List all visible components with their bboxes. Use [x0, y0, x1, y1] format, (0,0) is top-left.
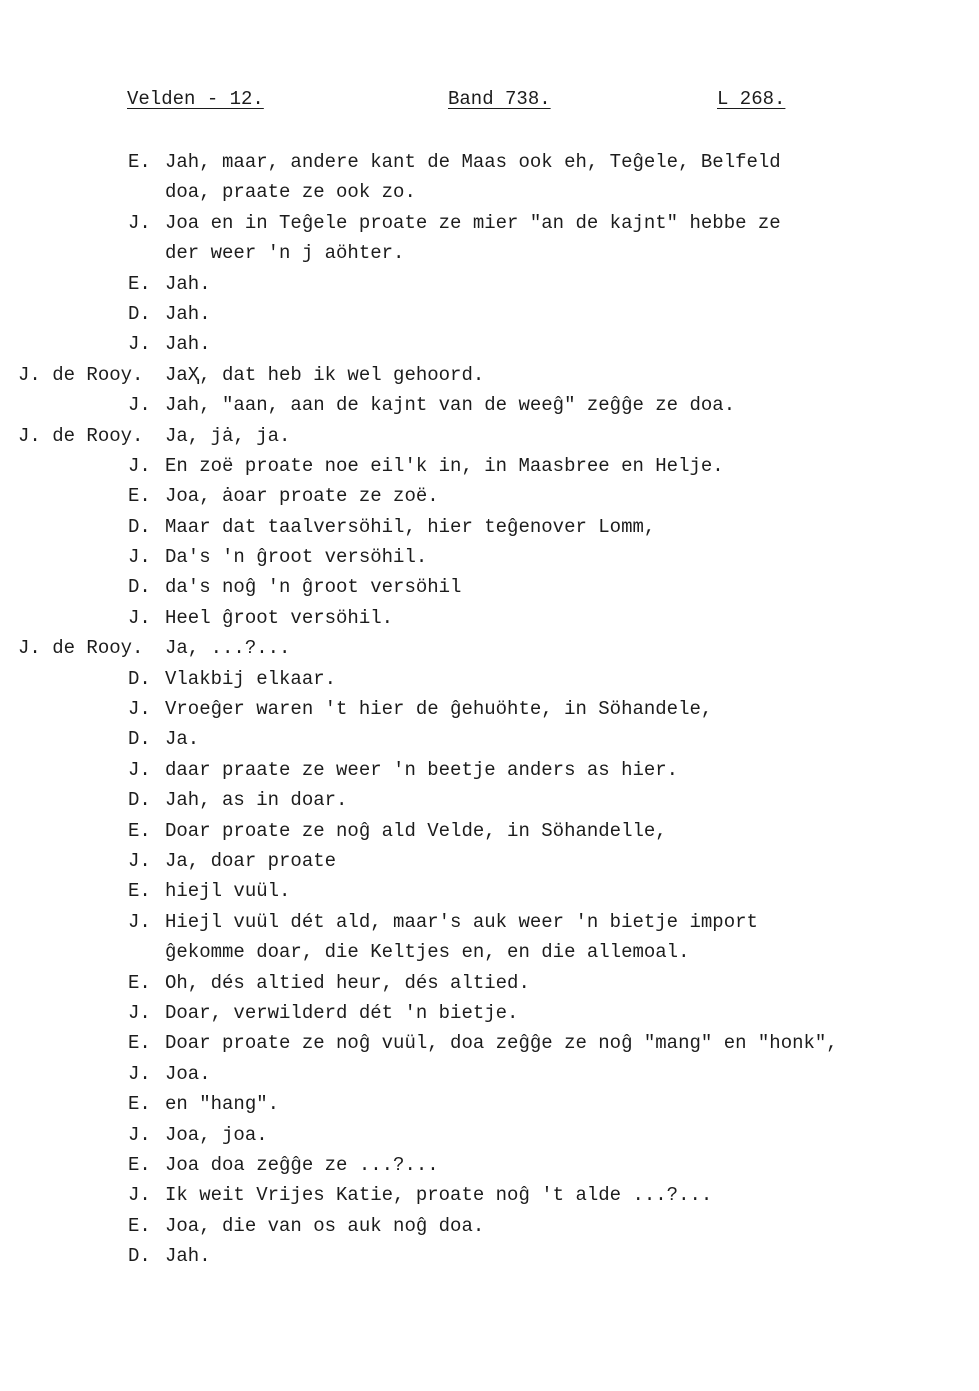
utterance-text: JaҲ, dat heb ik wel gehoord.: [165, 363, 485, 386]
utterance-text: Joa, ȧoar proate ze zoë.: [165, 485, 439, 508]
utterance-text: Oh, dés altied heur, dés altied.: [165, 971, 530, 994]
speaker-label: D.: [128, 1245, 151, 1268]
transcript-line: [0, 1180, 979, 1210]
transcript-line: [0, 451, 979, 481]
speaker-label: E.: [128, 880, 151, 903]
utterance-text: Joa, die van os auk noĝ doa.: [165, 1214, 485, 1237]
utterance-text: Jah.: [165, 302, 211, 325]
transcript-line: [0, 208, 979, 238]
transcript-line: [0, 968, 979, 998]
transcript-line: [0, 846, 979, 876]
speaker-label: J.: [128, 546, 151, 569]
utterance-text: hiejl vuül.: [165, 880, 291, 903]
utterance-text: Jah.: [165, 333, 211, 356]
header-page-code: L 268.: [717, 88, 786, 110]
transcript-line: [0, 937, 979, 967]
transcript-line: [0, 755, 979, 785]
utterance-text: En zoë proate noe eil'k in, in Maasbree en Helje.: [165, 454, 724, 477]
transcript-line: [0, 177, 979, 207]
speaker-label: D.: [128, 728, 151, 751]
transcript-line: [0, 1120, 979, 1150]
utterance-text: Da's 'n ĝroot versӧhil.: [165, 546, 428, 569]
transcript-line: [0, 694, 979, 724]
transcript-line: [0, 1150, 979, 1180]
speaker-label: E.: [128, 819, 151, 842]
transcript-line: [0, 481, 979, 511]
speaker-label: J.: [128, 394, 151, 417]
transcript-line: [0, 603, 979, 633]
speaker-label: J.: [128, 758, 151, 781]
utterance-text: Vroeĝer waren 't hier de ĝehuӧhte, in Sӧhandele,: [165, 698, 713, 721]
speaker-label: J. de Rooy.: [18, 424, 144, 447]
utterance-text: Jah, as in doar.: [165, 789, 348, 812]
speaker-label: D.: [128, 667, 151, 690]
utterance-text: da's noĝ 'n ĝroot versӧhil: [165, 576, 462, 599]
utterance-text: en "hang".: [165, 1093, 280, 1116]
transcript-line: [0, 512, 979, 542]
speaker-label: J.: [128, 910, 151, 933]
speaker-label: J.: [128, 1062, 151, 1085]
speaker-label: J.: [128, 1184, 151, 1207]
transcript-line: [0, 816, 979, 846]
header-tape-number: Band 738.: [448, 88, 551, 110]
transcript-line: [0, 724, 979, 754]
transcript-line: [0, 1059, 979, 1089]
utterance-text: doa, praate ze ook zo.: [165, 181, 416, 204]
transcript-line: [0, 907, 979, 937]
utterance-text: Doar proate ze noĝ ald Velde, in Sӧhandelle,: [165, 819, 667, 842]
header-location: Velden - 12.: [127, 88, 264, 110]
speaker-label: J. de Rooy.: [18, 363, 144, 386]
utterance-text: der weer 'n j aӧhter.: [165, 242, 405, 265]
utterance-text: Ja, ...?...: [165, 637, 291, 660]
utterance-text: Joa doa zeĝĝe ze ...?...: [165, 1153, 439, 1176]
speaker-label: J.: [128, 1123, 151, 1146]
speaker-label: J.: [128, 1001, 151, 1024]
utterance-text: Joa, joa.: [165, 1123, 268, 1146]
speaker-label: J.: [128, 211, 151, 234]
transcript-line: [0, 269, 979, 299]
transcript-line: [0, 1028, 979, 1058]
speaker-label: J.: [128, 606, 151, 629]
speaker-label: E.: [128, 1032, 151, 1055]
transcript-line: [0, 876, 979, 906]
utterance-text: Doar proate ze noĝ vuül, doa zeĝĝe ze noĝ "mang" en "honk",: [165, 1032, 838, 1055]
speaker-label: E.: [128, 485, 151, 508]
utterance-text: Ja, jȧ, ja.: [165, 424, 291, 447]
utterance-text: Ik weit Vrijes Katie, proate noĝ 't alde ...?...: [165, 1184, 713, 1207]
transcript-line: [0, 147, 979, 177]
transcript-line: [0, 633, 979, 663]
utterance-text: Maar dat taalversӧhil, hier teĝenover Lomm,: [165, 515, 656, 538]
utterance-text: Jah.: [165, 272, 211, 295]
transcript-line: [0, 572, 979, 602]
transcript-line: [0, 299, 979, 329]
transcript-line: [0, 421, 979, 451]
utterance-text: Heel ĝroot versӧhil.: [165, 606, 394, 629]
transcript-line: [0, 329, 979, 359]
speaker-label: D.: [128, 302, 151, 325]
speaker-label: E.: [128, 1214, 151, 1237]
speaker-label: J.: [128, 849, 151, 872]
utterance-text: Doar, verwilderd dét 'n bietje.: [165, 1001, 519, 1024]
speaker-label: E.: [128, 151, 151, 173]
speaker-label: E.: [128, 272, 151, 295]
utterance-text: Ja.: [165, 728, 200, 751]
utterance-text: Jah, maar, andere kant de Maas ook eh, Teĝele, Belfeld: [165, 151, 781, 173]
utterance-text: Vlakbij elkaar.: [165, 667, 337, 690]
speaker-label: D.: [128, 789, 151, 812]
speaker-label: J.: [128, 454, 151, 477]
utterance-text: Ja, doar proate: [165, 849, 337, 872]
transcript-line: [0, 238, 979, 268]
transcript-line: [0, 785, 979, 815]
utterance-text: Joa.: [165, 1062, 211, 1085]
utterance-text: Jah.: [165, 1245, 211, 1268]
transcript-line: [0, 1089, 979, 1119]
utterance-text: daar praate ze weer 'n beetje anders as hier.: [165, 758, 679, 781]
utterance-text: Jah, "aan, aan de kajnt van de weeĝ" zeĝĝe ze doa.: [165, 394, 736, 417]
transcript-line: [0, 390, 979, 420]
utterance-text: ĝekomme doar, die Keltjes en, en die allemoal.: [165, 941, 690, 964]
utterance-text: Hiejl vuül dét ald, maar's auk weer 'n bietje import: [165, 910, 758, 933]
transcript-line: [0, 360, 979, 390]
utterance-text: Joa en in Teĝele proate ze mier "an de kajnt" hebbe ze: [165, 211, 781, 234]
transcript-line: [0, 1211, 979, 1241]
transcript-line: [0, 542, 979, 572]
speaker-label: E.: [128, 971, 151, 994]
speaker-label: J.: [128, 698, 151, 721]
speaker-label: J.: [128, 333, 151, 356]
speaker-label: J. de Rooy.: [18, 637, 144, 660]
speaker-label: D.: [128, 515, 151, 538]
transcript-line: [0, 664, 979, 694]
speaker-label: E.: [128, 1093, 151, 1116]
transcript: [0, 147, 979, 1271]
speaker-label: E.: [128, 1153, 151, 1176]
transcript-line: [0, 1241, 979, 1271]
speaker-label: D.: [128, 576, 151, 599]
transcript-line: [0, 998, 979, 1028]
